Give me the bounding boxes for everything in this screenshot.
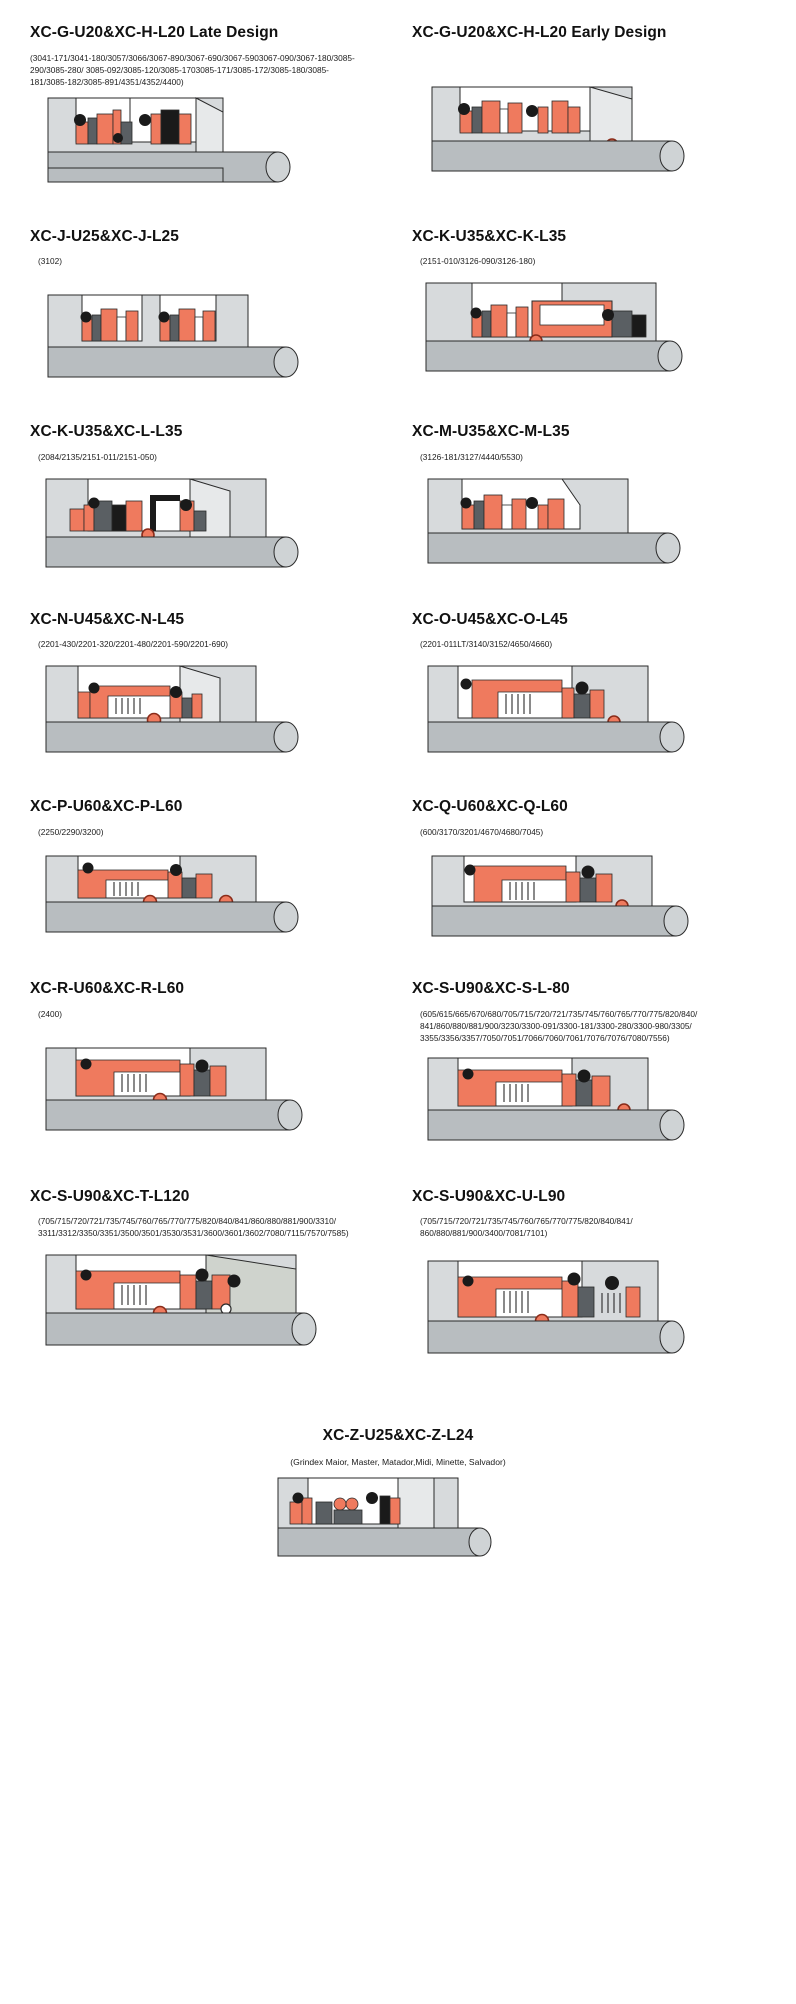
seal-codes-3: (3102) (38, 256, 62, 267)
seal-title-3: XC-J-U25&XC-J-L25 (30, 227, 179, 245)
seal-figure-7 (30, 662, 392, 782)
seal-figure-14 (412, 1259, 760, 1389)
seal-title-footer: XC-Z-U25&XC-Z-L24 (322, 1427, 474, 1445)
seal-title-4: XC-K-U35&XC-K-L35 (412, 227, 567, 245)
seal-title-2: XC-G-U20&XC-H-L20 Early Design (412, 24, 667, 41)
seal-figure-4 (412, 281, 760, 401)
seal-codes-12: (605/615/665/670/680/705/715/720/721/735/745/760/765/770/775/820/840/ 841/860/880/881/900/3230/3300-091/3300-181/3300-280/3300-980/3305/ 3355/3356/3357/7050/7051/7066/7060/7061/7076/7076/7080/7556) (420, 1008, 698, 1043)
seal-title-11: XC-R-U60&XC-R-L60 (30, 980, 185, 998)
seal-codes-1: (3041-171/3041-180/3057/3066/3067-890/3067-690/3067-5903067-090/3067-180/3085-290/3085-280/ 3085-092/3085-120/3085-1703085-171/3085-172/3085-180/3085-181/3085-182/3085-891/4351/4352/4400) (30, 52, 355, 87)
seal-figure-2 (412, 81, 760, 201)
seal-cell-12 (398, 970, 766, 1178)
seal-codes-10: (600/3170/3201/4670/4680/7045) (420, 827, 544, 838)
seal-figure-6 (412, 475, 760, 595)
seal-title-8: XC-O-U45&XC-O-L45 (412, 610, 568, 628)
seal-cell-6 (398, 413, 766, 601)
seal-figure-1 (30, 92, 392, 212)
seal-figure-5 (30, 475, 392, 595)
seal-title-7: XC-N-U45&XC-N-L45 (30, 610, 185, 628)
seal-cell-1 (30, 14, 398, 218)
seal-figure-footer (268, 1474, 528, 1599)
seal-codes-5: (2084/2135/2151-011/2151-050) (38, 451, 157, 462)
seal-figure-8 (412, 662, 760, 782)
seal-cell-13 (30, 1178, 398, 1396)
seal-cell-14 (398, 1178, 766, 1396)
seal-title-9: XC-P-U60&XC-P-L60 (30, 798, 183, 816)
seal-figure-3 (30, 287, 392, 407)
seal-cell-footer (0, 1395, 796, 1609)
seal-codes-7: (2201-430/2201-320/2201-480/2201-590/2201-690) (38, 639, 229, 650)
seal-cell-9 (30, 788, 398, 970)
seal-title-6: XC-M-U35&XC-M-L35 (412, 423, 570, 441)
seal-codes-6: (3126-181/3127/4440/5530) (420, 451, 523, 462)
seal-title-1: XC-G-U20&XC-H-L20 Late Design (30, 24, 279, 41)
seal-title-14: XC-S-U90&XC-U-L90 (412, 1187, 566, 1205)
seal-figure-9 (30, 850, 392, 960)
seal-figure-12 (412, 1052, 760, 1172)
seal-title-13: XC-S-U90&XC-T-L120 (30, 1187, 190, 1205)
seal-title-10: XC-Q-U60&XC-Q-L60 (412, 798, 568, 816)
seal-codes-13: (705/715/720/721/735/745/760/765/770/775/820/840/841/860/880/881/900/3310/ 3311/3312/3350/3351/3500/3501/3530/3531/3600/3601/3602/7080/7115/7570/7585) (38, 1216, 349, 1239)
seal-cell-2 (398, 14, 766, 218)
seal-codes-4: (2151-010/3126-090/3126-180) (420, 256, 536, 267)
seal-cell-3 (30, 218, 398, 414)
seal-codes-14: (705/715/720/721/735/745/760/765/770/775/820/840/841/ 860/880/881/900/3400/7081/7101) (420, 1216, 633, 1239)
seal-figure-11 (30, 1042, 392, 1162)
seal-cell-11 (30, 970, 398, 1178)
seal-cell-8 (398, 601, 766, 789)
seal-codes-footer: (Grindex Maior, Master, Matador,Midi, Minette, Salvador) (290, 1456, 506, 1467)
seal-cell-7 (30, 601, 398, 789)
seal-title-5: XC-K-U35&XC-L-L35 (30, 423, 183, 441)
seal-cell-4 (398, 218, 766, 414)
seal-cell-5 (30, 413, 398, 601)
seal-title-12: XC-S-U90&XC-S-L-80 (412, 980, 570, 998)
seal-codes-8: (2201-011LT/3140/3152/4650/4660) (420, 639, 553, 650)
seal-codes-9: (2250/2290/3200) (38, 827, 104, 838)
seal-cell-10 (398, 788, 766, 970)
seal-figure-13 (30, 1249, 392, 1379)
seal-codes-11: (2400) (38, 1008, 62, 1019)
seal-figure-10 (412, 854, 760, 964)
